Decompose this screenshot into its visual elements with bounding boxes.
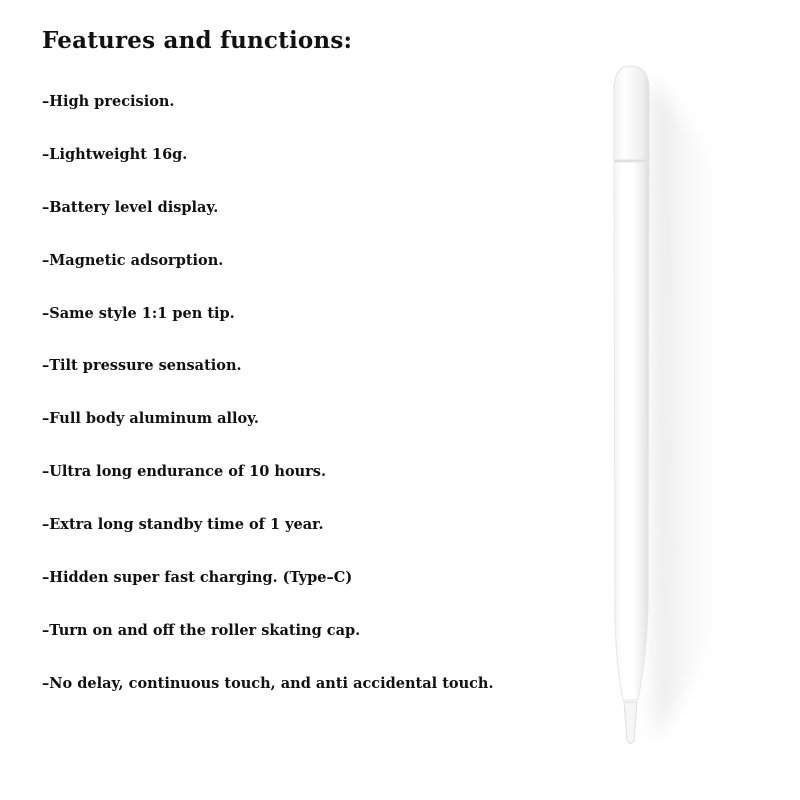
stylus-pen-image bbox=[560, 50, 760, 790]
feature-item-battery-display: –Battery level display. bbox=[42, 198, 219, 216]
feature-item-fast-charging: –Hidden super fast charging. (Type–C) bbox=[42, 569, 353, 587]
feature-item-standby: –Extra long standby time of 1 year. bbox=[42, 516, 324, 534]
pen-cap bbox=[614, 66, 649, 160]
feature-item-high-precision: –High precision. bbox=[42, 93, 175, 110]
pen-highlight bbox=[620, 175, 626, 655]
pen-shadow bbox=[652, 80, 730, 740]
feature-list bbox=[42, 91, 494, 726]
page-title: Features and functions: bbox=[42, 27, 353, 54]
feature-item-touch: –No delay, continuous touch, and anti accidental touch. bbox=[42, 674, 494, 692]
feature-item-magnetic: –Magnetic adsorption. bbox=[42, 251, 224, 269]
feature-item-pen-tip: –Same style 1:1 pen tip. bbox=[42, 304, 235, 322]
feature-item-roller-cap: –Turn on and off the roller skating cap. bbox=[42, 621, 361, 639]
pen-barrel bbox=[614, 162, 649, 700]
feature-item-endurance: –Ultra long endurance of 10 hours. bbox=[42, 463, 327, 481]
stylus-pen-icon bbox=[560, 50, 760, 790]
feature-item-tilt-pressure: –Tilt pressure sensation. bbox=[42, 357, 242, 375]
feature-item-aluminum-body: –Full body aluminum alloy. bbox=[42, 410, 259, 428]
feature-item-lightweight: –Lightweight 16g. bbox=[42, 145, 188, 163]
pen-tip bbox=[624, 702, 637, 744]
